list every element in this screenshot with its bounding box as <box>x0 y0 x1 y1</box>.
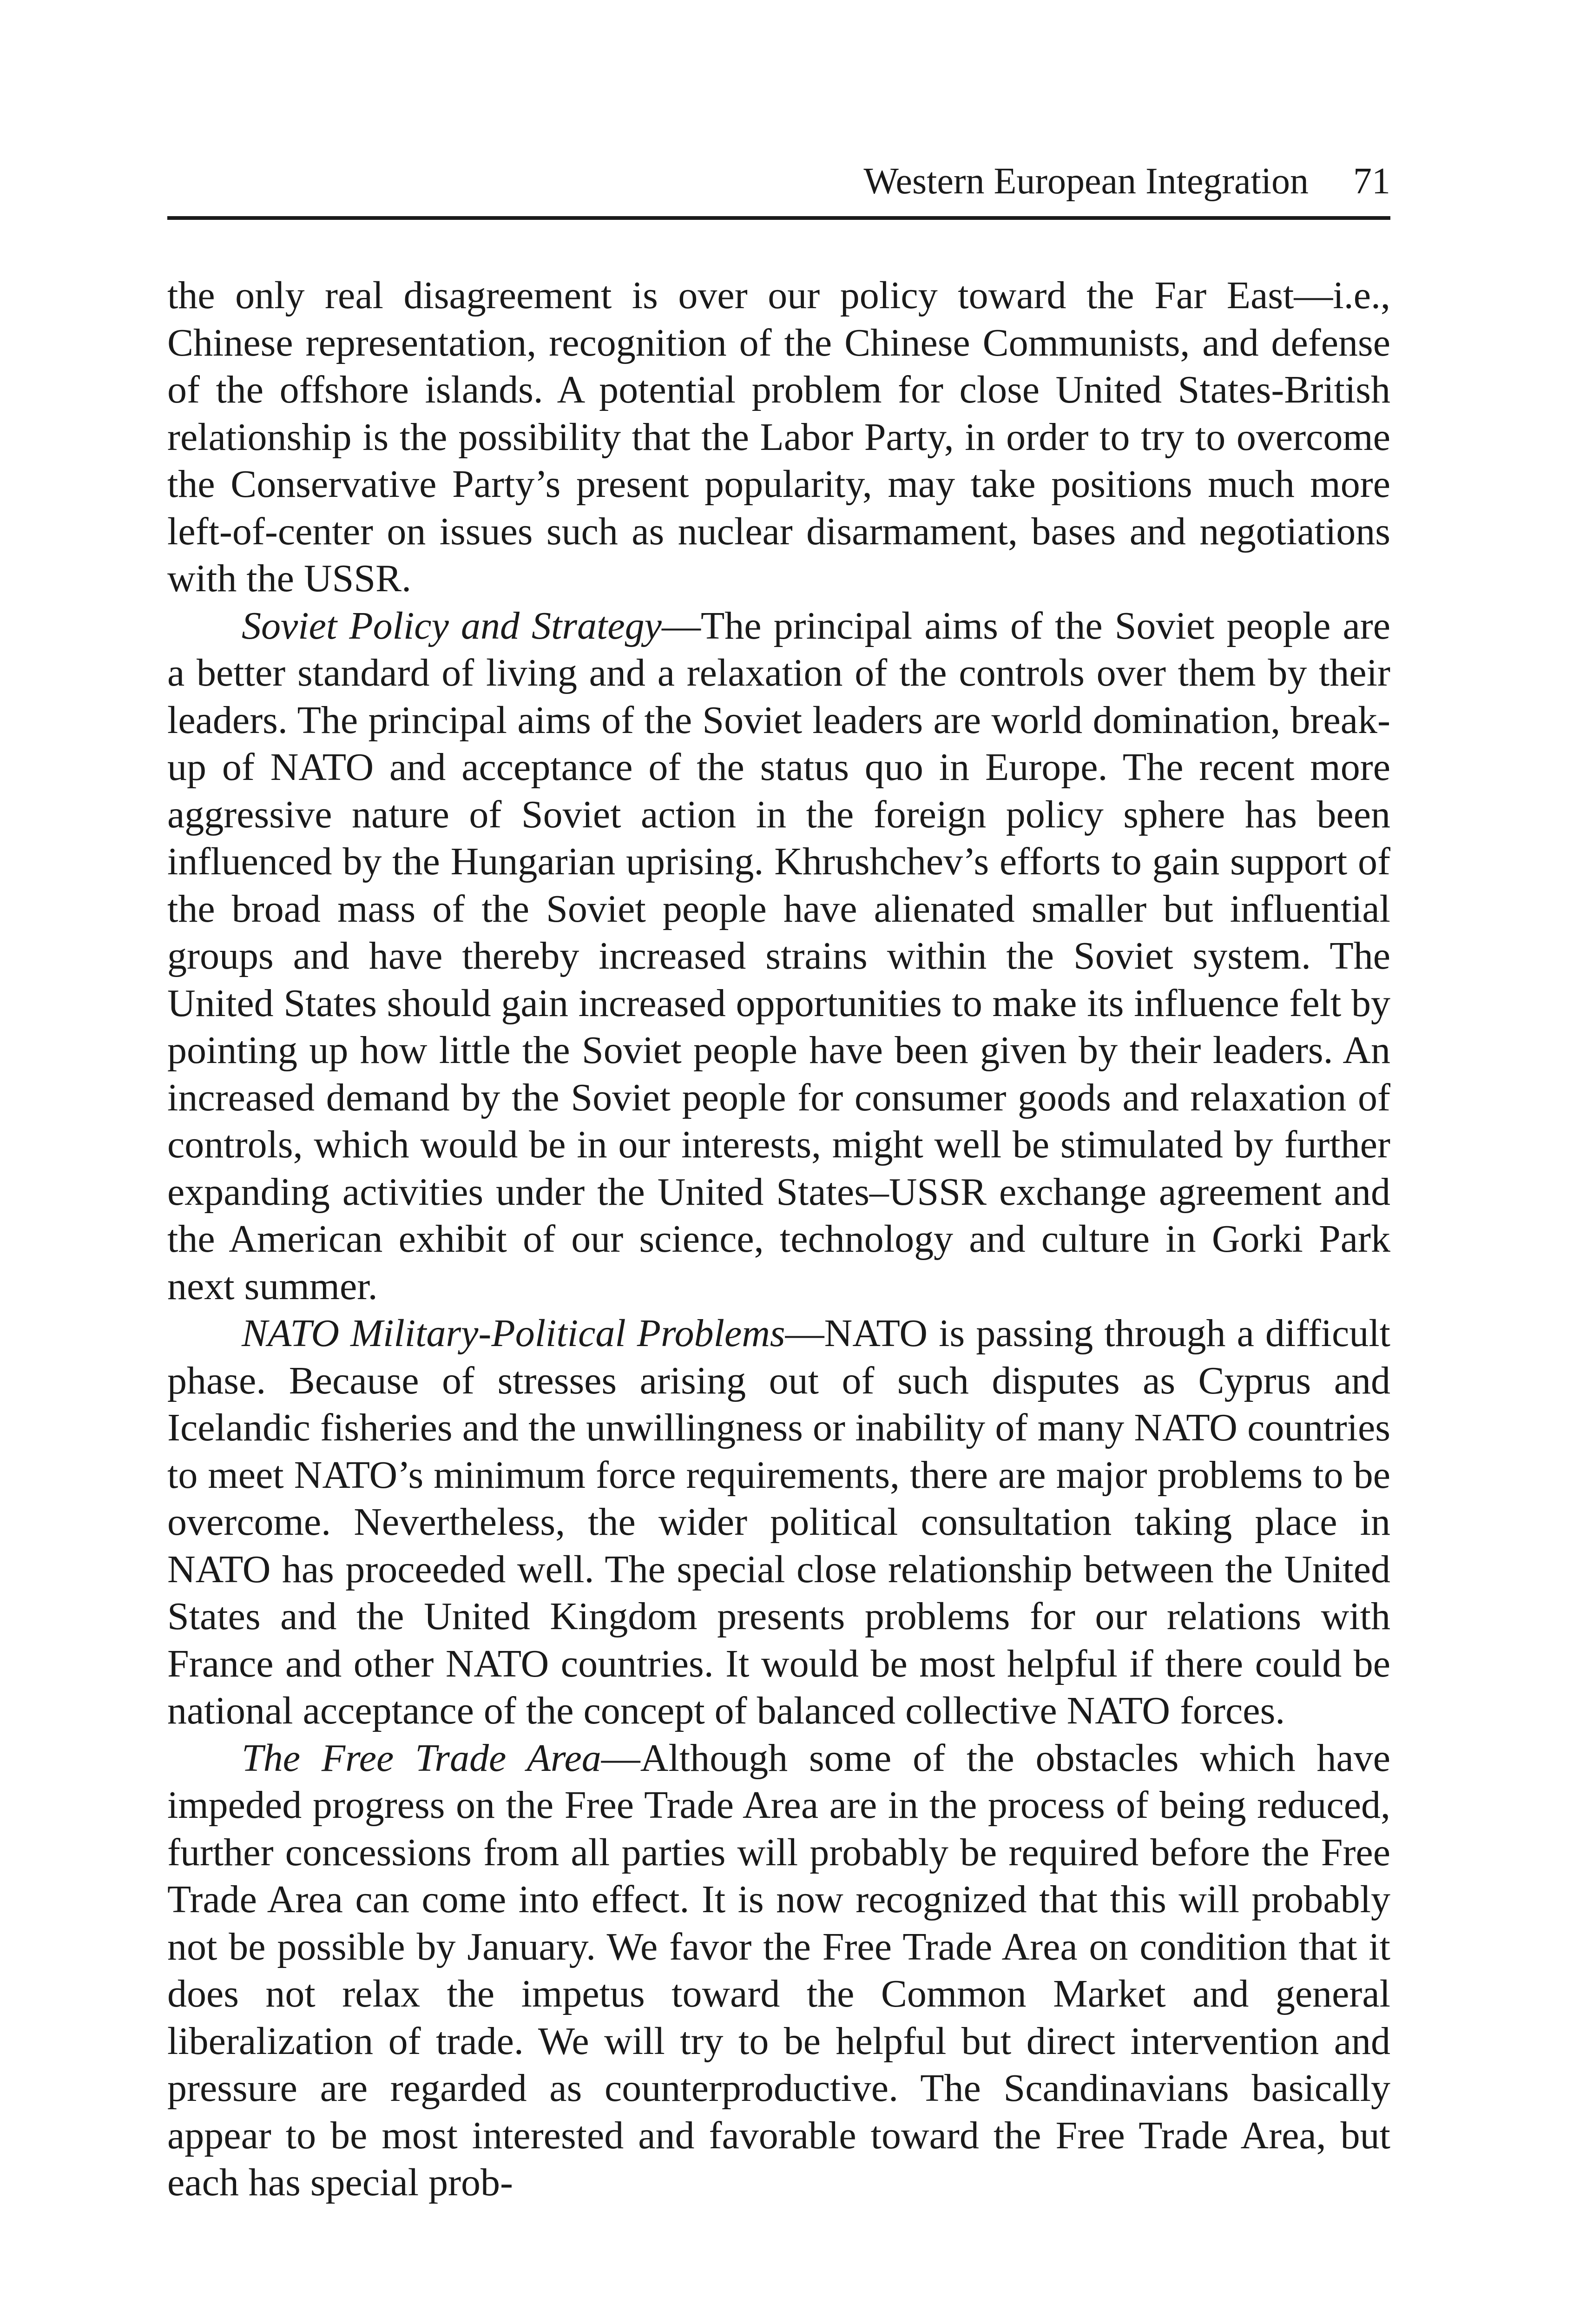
running-header <box>167 153 1390 209</box>
section-heading: Soviet Policy and Strategy <box>242 604 662 647</box>
paragraph-free-trade-area <box>167 1735 1390 2206</box>
paragraph-continuation <box>167 272 1390 602</box>
paragraph-text: the only real disagreement is over our policy toward the Far East—i.e., Chinese representation, recognition of the Chinese Communists, and defense of the offshore islands. A potential problem for close United States-British relationship is the possibility that the Labor Party, in order to try to overcome the Conservative Party’s present popularity, may take positions much more left-of-center on issues such as nuclear disarmament, bases and negotiations with the USSR. <box>167 274 1390 600</box>
paragraph-text: —Although some of the obstacles which have impeded progress on the Free Trade Area are in the process of being reduced, further concessions from all parties will probably be required before the Free Trade Area can come into effect. It is now recognized that this will probably not be possible by January. We favor the Free Trade Area on condition that it does not relax the impetus toward the Common Market and general liberalization of trade. We will try to be helpful but direct intervention and pressure are regarded as counterproductive. The Scandinavians basically appear to be most interested and favorable toward the Free Trade Area, but each has special prob- <box>167 1736 1391 2204</box>
paragraph-nato-problems <box>167 1310 1390 1735</box>
paragraph-soviet-policy <box>167 602 1390 1310</box>
header-rule <box>167 216 1390 220</box>
section-heading: The Free Trade Area <box>242 1736 601 1780</box>
paragraph-text: —The principal aims of the Soviet people are a better standard of living and a relaxation of the controls over them by their leaders. The principal aims of the Soviet leaders are world domination, break-up of NATO and acceptance of the status quo in Europe. The recent more aggressive nature of Soviet action in the foreign policy sphere has been influenced by the Hungarian uprising. Khrushchev’s efforts to gain support of the broad mass of the Soviet people have alienated smaller but influential groups and have thereby increased strains within the Soviet system. The United States should gain increased opportunities to make its influence felt by pointing up how little the Soviet people have been given by their leaders. An increased demand by the Soviet people for consumer goods and relaxation of controls, which would be in our interests, might well be stimulated by further expanding activities under the United States–USSR exchange agreement and the American exhibit of our science, technology and culture in Gorki Park next summer. <box>167 604 1390 1308</box>
body-text <box>167 272 1390 2206</box>
running-header-title: Western European Integration <box>863 161 1309 202</box>
paragraph-text: —NATO is passing through a difficult phase. Because of stresses arising out of such disputes as Cyprus and Icelandic fisheries and the unwillingness or inability of many NATO countries to meet NATO’s minimum force requirements, there are major problems to be overcome. Nevertheless, the wider political consultation taking place in NATO has proceeded well. The special close relationship between the United States and the United Kingdom presents problems for our relations with France and other NATO countries. It would be most helpful if there could be national acceptance of the concept of balanced collective NATO forces. <box>167 1312 1390 1732</box>
page-number: 71 <box>1353 161 1390 202</box>
section-heading: NATO Military-Political Problems <box>242 1312 785 1355</box>
